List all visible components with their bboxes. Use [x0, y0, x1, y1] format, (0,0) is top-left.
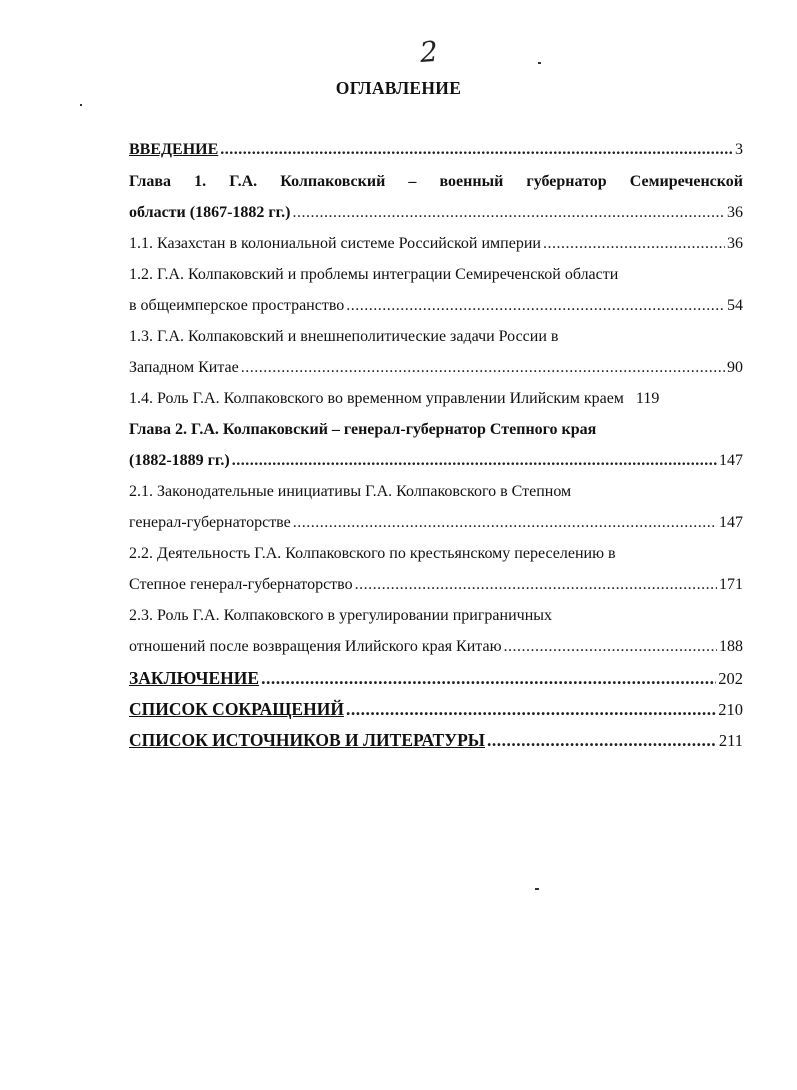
- toc-page-number: 54: [727, 297, 743, 314]
- toc-entry-title: СПИСОК ИСТОЧНИКОВ И ЛИТЕРАТУРЫ: [129, 730, 485, 750]
- leader-dots: [293, 511, 717, 535]
- toc-entry-section-2-2-line2[interactable]: [129, 573, 743, 597]
- leader-dots: [346, 697, 716, 721]
- toc-entry-title: 1.3. Г.А. Колпаковский и внешнеполитические задачи России в: [129, 328, 559, 345]
- toc-page-number: 36: [727, 235, 743, 252]
- toc-entry-chapter-2-line1[interactable]: [129, 418, 743, 442]
- toc-entry-section-2-2-line1[interactable]: [129, 542, 743, 566]
- toc-entry-sources[interactable]: [129, 728, 743, 752]
- toc-entry-title: ВВЕДЕНИЕ: [129, 141, 219, 158]
- page-title: ОГЛАВЛЕНИЕ: [335, 78, 462, 98]
- toc-entry-title-cont: области (1867-1882 гг.): [129, 204, 291, 221]
- toc-entry-section-1-3-line2[interactable]: [129, 356, 743, 380]
- toc-entry-title-cont: генерал-губернаторстве: [129, 514, 291, 531]
- toc-entry-conclusion[interactable]: [129, 666, 743, 690]
- toc-page-number: 202: [718, 669, 743, 688]
- toc-page-number: 171: [719, 576, 743, 593]
- toc-page-number: 90: [727, 359, 743, 376]
- toc-entry-chapter-1-line2[interactable]: [129, 201, 743, 225]
- toc-entry-section-1-1[interactable]: [129, 232, 743, 256]
- toc-page-number: 147: [719, 452, 743, 469]
- toc-entry-chapter-1-line1[interactable]: [129, 170, 743, 194]
- toc-entry-title: ЗАКЛЮЧЕНИЕ: [129, 668, 260, 688]
- toc-entry-title: 1.2. Г.А. Колпаковский и проблемы интеграции Семиреченской области: [129, 266, 619, 283]
- leader-dots: [346, 294, 725, 318]
- toc-entry-section-2-1-line2[interactable]: [129, 511, 743, 535]
- toc-page-number: 3: [735, 141, 743, 158]
- toc-entry-section-2-3-line2[interactable]: [129, 635, 743, 659]
- toc-entry-title: 1.1. Казахстан в колониальной системе Российской империи: [129, 235, 541, 252]
- toc-entry-section-1-2-line1[interactable]: [129, 263, 743, 287]
- toc-entry-title-cont: Степное генерал-губернаторство: [129, 576, 353, 593]
- leader-dots: [487, 728, 717, 752]
- handwritten-page-number: 2: [418, 34, 439, 70]
- toc-entry-title: 2.2. Деятельность Г.А. Колпаковского по крестьянскому переселению в: [129, 545, 616, 562]
- toc-page-number: 147: [719, 514, 743, 531]
- leader-dots: [504, 635, 717, 659]
- leader-dots: [543, 232, 725, 256]
- toc-entry-section-1-3-line1[interactable]: [129, 325, 743, 349]
- leader-dots: [261, 666, 716, 690]
- toc-page-number: 210: [718, 700, 743, 719]
- toc-entry-title: Глава 2. Г.А. Колпаковский – генерал-губернатор Степного края: [129, 421, 597, 438]
- toc-entry-title: СПИСОК СОКРАЩЕНИЙ: [129, 699, 344, 719]
- toc-entry-title: 1.4. Роль Г.А. Колпаковского во временном управлении Илийским краем: [129, 390, 624, 407]
- leader-dots: [220, 138, 733, 162]
- toc-entry-title-cont: (1882-1889 гг.): [129, 452, 230, 469]
- leader-dots: [241, 356, 725, 380]
- leader-dots: [292, 201, 725, 225]
- toc-entry-section-2-1-line1[interactable]: [129, 480, 743, 504]
- toc-page-number: 119: [635, 390, 660, 407]
- toc-entry-section-1-4[interactable]: [129, 387, 743, 411]
- toc-entry-title-cont: отношений после возвращения Илийского края Китаю: [129, 638, 502, 655]
- leader-dots: [232, 449, 717, 473]
- scan-speck: [80, 104, 82, 106]
- toc-entry-title-cont: Западном Китае: [129, 359, 239, 376]
- toc-page-number: 36: [727, 204, 743, 221]
- leader-dots: [355, 573, 717, 597]
- toc-entry-section-2-3-line1[interactable]: [129, 604, 743, 628]
- toc-page-number: 211: [718, 731, 743, 750]
- toc-entry-introduction[interactable]: [129, 138, 743, 162]
- toc-entry-title-cont: в общеимперское пространство: [129, 297, 345, 314]
- toc-entry-title: 2.1. Законодательные инициативы Г.А. Колпаковского в Степном: [129, 483, 572, 500]
- scan-speck: [538, 62, 541, 64]
- toc-entry-title: Глава 1. Г.А. Колпаковский – военный губернатор Семиреченской: [129, 173, 743, 190]
- toc-page-number: 188: [719, 638, 743, 655]
- scan-speck: [535, 888, 539, 890]
- toc-entry-chapter-2-line2[interactable]: [129, 449, 743, 473]
- toc-entry-section-1-2-line2[interactable]: [129, 294, 743, 318]
- toc-entry-abbreviations[interactable]: [129, 697, 743, 721]
- toc-entry-title: 2.3. Роль Г.А. Колпаковского в урегулировании приграничных: [129, 607, 552, 624]
